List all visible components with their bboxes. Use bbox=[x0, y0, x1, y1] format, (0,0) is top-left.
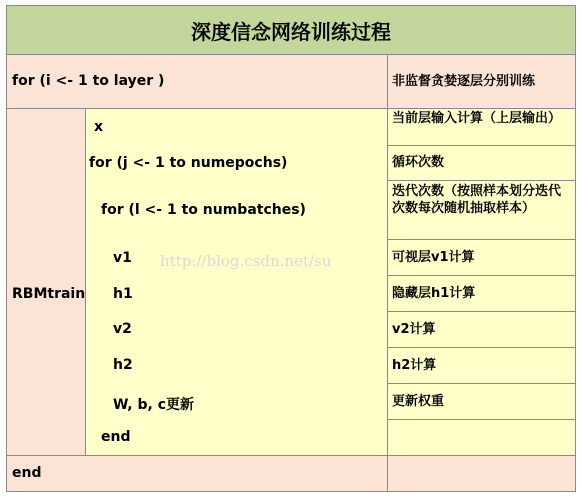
code-line: v2 bbox=[113, 321, 132, 337]
end-cell bbox=[6, 455, 388, 492]
code-line: h1 bbox=[113, 286, 133, 302]
outer-loop-note-cell bbox=[387, 54, 576, 109]
step-note: 迭代次数（按照样本划分迭代次数每次随机抽取样本） bbox=[392, 184, 562, 216]
note-cell bbox=[387, 180, 576, 240]
note-cell bbox=[387, 383, 576, 420]
note-cell bbox=[387, 311, 576, 348]
note-cell bbox=[387, 239, 576, 276]
step-note: 隐藏层h1计算 bbox=[392, 286, 476, 301]
code-line: end bbox=[101, 429, 131, 445]
end-note-cell bbox=[387, 455, 576, 492]
step-note: 更新权重 bbox=[392, 394, 445, 409]
step-note: 可视层v1计算 bbox=[392, 250, 475, 265]
outer-loop-code: for (i <- 1 to layer ) bbox=[12, 73, 165, 89]
watermark: http://blog.csdn.net/su bbox=[160, 252, 332, 270]
step-note: 循环次数 bbox=[392, 155, 445, 170]
note-cell bbox=[387, 108, 576, 146]
code-line: h2 bbox=[113, 357, 133, 373]
step-note: 当前层输入计算（上层输出） bbox=[392, 111, 562, 126]
table-title: 深度信念网络训练过程 bbox=[191, 20, 391, 44]
note-cell bbox=[387, 145, 576, 181]
code-line: x bbox=[94, 119, 104, 135]
rbm-label-cell bbox=[6, 108, 86, 456]
note-cell bbox=[387, 275, 576, 312]
outer-loop-cell bbox=[6, 54, 388, 109]
step-note: h2计算 bbox=[392, 358, 437, 373]
code-column bbox=[85, 108, 388, 456]
note-cell bbox=[387, 419, 576, 456]
end-label: end bbox=[12, 465, 42, 481]
title-row bbox=[6, 5, 576, 55]
rbm-label: RBMtrain bbox=[12, 286, 86, 302]
code-line: v1 bbox=[113, 250, 132, 266]
code-line: for (l <- 1 to numbatches) bbox=[101, 202, 306, 218]
outer-loop-note: 非监督贪婪逐层分别训练 bbox=[392, 74, 536, 89]
code-line: for (j <- 1 to numepochs) bbox=[89, 155, 288, 171]
step-note: v2计算 bbox=[392, 322, 436, 337]
code-line: W, b, c更新 bbox=[113, 397, 195, 413]
note-cell bbox=[387, 347, 576, 384]
